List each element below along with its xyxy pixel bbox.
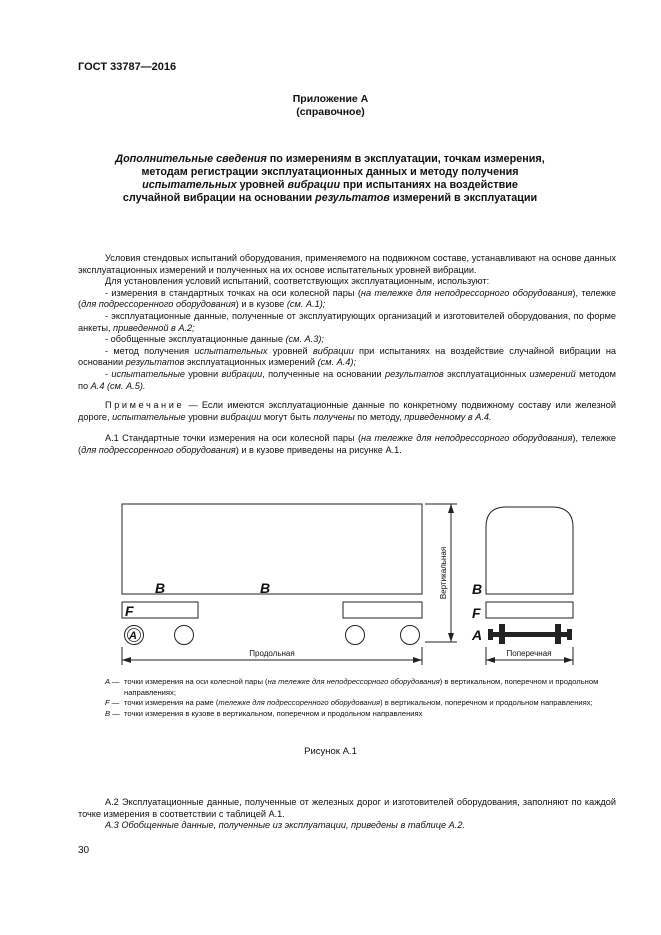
text-run: по методу, [354,411,405,422]
text-run: А.1 Стандартные точки измерения на оси колесной пары ( [105,433,362,444]
wheel-end-view [499,624,505,644]
text-run: испытательных [194,345,268,356]
legend-item [105,677,615,698]
text-run: — Если имеются эксплуатационные данные по конкретному подвижному составу или железной дороге, [78,400,616,422]
closing-text [78,797,616,832]
legend-text [124,677,615,698]
text-run: ) в вертикальном, поперечном и продольном направлениях; [380,698,593,708]
text-run: для подрессоренного оборудования [81,299,236,310]
intro-text [78,253,616,457]
text-run: А.4 (см. А.5). [90,380,146,391]
heading-line [95,192,565,205]
text-run: испытательные [111,368,185,379]
text-run: эксплуатационных [443,368,530,379]
list-item [78,311,616,334]
text-run: точки измерения в кузове в вертикальном, поперечном и продольном направлениях [124,708,423,718]
text-run: результатов [384,368,444,379]
text-run: результатов [125,357,185,368]
point-label-a: A [472,627,483,643]
text-run: вибрации [220,411,262,422]
text-run: А.3 Обобщенные данные, полученные из эксплуатации, приведены в таблице А.2. [105,820,466,831]
list-item [78,369,616,392]
text-run: приведенной в А.2; [113,322,195,333]
figure-legend [105,677,615,719]
text-run: уровни [185,411,221,422]
point-label-b: B [260,580,271,596]
paragraph [78,797,616,820]
text-run: , полученные на основании [262,368,385,379]
paragraph [78,433,616,456]
text-run: Условия стендовых испытаний оборудования, применяемого на подвижном составе, устанавливают на основе данных эксплуатационных измерений и полученных на их основе испытательных уровней вибрации. [78,253,616,275]
text-run: уровней [236,179,288,191]
measurement-points-diagram [115,495,585,670]
text-run: на тележке для неподрессорного оборудования [360,287,573,298]
paragraph [78,820,616,832]
text-run: по измерениям в эксплуатации, точкам измерения, [266,153,545,165]
text-run: для подрессоренного оборудования [81,444,236,455]
text-run: уровней [267,345,313,356]
text-run: на тележке для неподрессорного оборудования [267,677,440,686]
text-run: эксплуатационных измерений [184,357,318,368]
text-run: уровни [184,368,222,379]
legend-item [105,709,615,720]
text-run: - [105,368,112,379]
appendix-heading [95,153,565,205]
axis-label-vertical: Вертикальная [439,546,448,600]
text-run: могут быть [261,411,314,422]
text-run: (см. А.4); [317,357,357,368]
text-run: Примечание [105,400,185,411]
text-run: при испытаниях на воздействие [340,179,518,191]
text-run: (см. А.3); [285,334,324,345]
axis-label-longitudinal: Продольная [249,649,295,658]
wheel [175,626,194,645]
point-label-b: B [472,581,483,597]
text-run: вибрации [221,368,263,379]
heading-line [95,179,565,192]
text-run: методам регистрации эксплуатационных данных и методу получения [141,166,519,178]
wheel [346,626,365,645]
text-run: ), тележке ( [78,433,616,455]
point-label-f: F [472,605,481,621]
text-run: вибрации [312,345,354,356]
text-run: измерений [529,368,576,379]
wheel [401,626,420,645]
text-run: измерений в эксплуатации [389,192,538,204]
list-item [78,334,616,346]
legend-key: F — [105,698,120,708]
legend-key: A — [105,677,120,686]
text-run: - измерения в стандартных точках на оси колесной пары ( [105,287,361,298]
point-label-a: A [129,630,137,642]
text-run: ) в вертикальном, поперечном и продольном направлениях; [124,677,599,697]
end-view-frame [486,602,573,618]
text-run: испытательных [142,179,237,191]
text-run: получены [313,411,355,422]
page-number: 30 [78,845,90,856]
point-label-f: F [125,603,134,619]
text-run: - метод получения [105,345,195,356]
list-item [78,346,616,369]
text-run: случайной вибрации на основании [122,192,316,204]
list-item [78,288,616,311]
text-run: ) и в кузове приведены на рисунке А.1. [235,444,402,455]
wheel-end-view [555,624,561,644]
point-label-b: B [155,580,166,596]
bogie-frame-right [343,602,422,618]
text-run: Дополнительные сведения [115,153,267,165]
text-run: А.2 Эксплуатационные данные, полученные от железных дорог и изготовителей оборудования, заполняют по каждой точке измерения в соответствии с таблицей А.1. [78,797,616,819]
document-header: ГОСТ 33787—2016 [78,61,177,73]
paragraph [78,276,616,288]
heading-line [95,153,565,166]
text-run: результатов [315,192,390,204]
text-run: - обобщенные эксплуатационные данные [105,334,286,345]
figure-caption: Рисунок А.1 [304,746,357,757]
axis-label-transverse: Поперечная [506,649,552,658]
text-run: точки измерения на раме ( [124,698,219,708]
text-run: на тележке для неподрессорного оборудования [361,433,573,444]
note [78,400,616,423]
figure-a1 [115,495,585,675]
heading-line [95,166,565,179]
legend-text [124,709,422,720]
text-run: Для установления условий испытаний, соответствующих эксплуатационным, используют: [105,276,490,287]
text-run: ) и в кузове [235,299,287,310]
text-run: приведенному в А.4. [404,411,492,422]
text-run: (см. А.1); [286,299,326,310]
text-run: точки измерения на оси колесной пары ( [124,677,268,686]
legend-key: B — [105,708,120,718]
text-run: методом по [78,368,616,391]
text-run: испытательные [112,411,186,422]
legend-text [124,698,593,709]
text-run: тележке для подрессоренного оборудования [218,698,381,708]
text-run: вибрации [287,179,341,191]
appendix-title: Приложение А [292,93,369,105]
appendix-subtitle: (справочное) [296,106,365,118]
text-run: при испытаниях на воздействие случайной вибрации на основании [78,345,616,368]
end-view-body [486,507,573,594]
legend-item [105,698,615,709]
paragraph [78,253,616,276]
text-run: - эксплуатационные данные, полученные от эксплуатирующих организаций и изготовителей оборудования, по форме анкеты, [78,310,616,333]
car-body-rect [122,504,422,594]
text-run: ), тележке ( [78,287,616,310]
